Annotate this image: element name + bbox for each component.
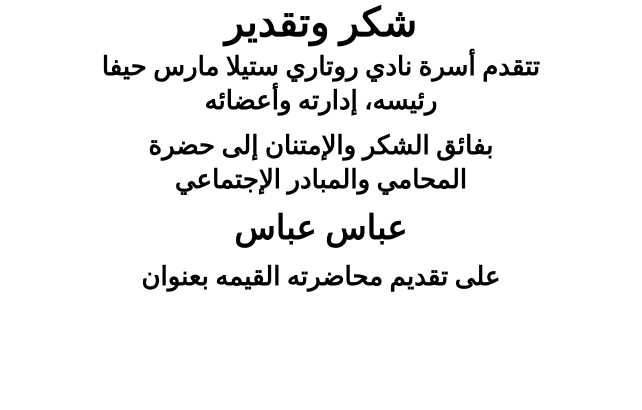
certificate-body-line-1: تتقدم أسرة نادي روتاري ستيلا مارس حيفا <box>101 52 541 81</box>
certificate-body-line-4: المحامي والمبادر الإجتماعي <box>174 164 468 194</box>
honoree-name: عباس عباس <box>234 210 408 248</box>
certificate-title: شكر وتقدير <box>224 0 418 45</box>
certificate-body-line-3: بفائق الشكر والإمتنان إلى حضرة <box>148 130 494 160</box>
certificate-body-line-2: رئيسه، إدارته وأعضائه <box>204 86 438 116</box>
certificate-closing-line: على تقديم محاضرته القيمه بعنوان <box>141 262 501 292</box>
